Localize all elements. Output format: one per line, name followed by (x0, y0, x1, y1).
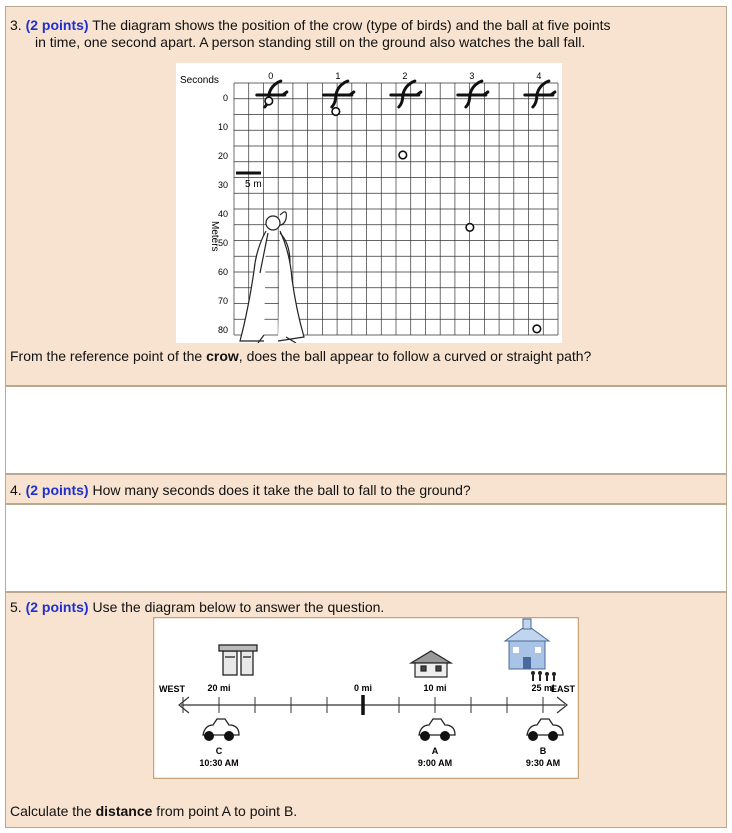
time-label: 4 (536, 71, 542, 81)
ball-marker (265, 97, 273, 105)
q5-panel (5, 592, 727, 828)
number-line-diagram (153, 617, 579, 779)
mile-label: 10 mi (423, 683, 447, 693)
meter-tick-label: 60 (217, 266, 228, 277)
time-label: 0 (268, 71, 274, 81)
q3-question-bold: crow (206, 348, 239, 364)
car-wheel (548, 731, 558, 741)
meter-tick-label: 0 (222, 93, 228, 103)
meter-tick-labels (218, 93, 228, 335)
car-wheel (204, 731, 214, 741)
q5-question-bold: distance (95, 803, 153, 819)
q5-text: Use the diagram below to answer the question. (92, 599, 385, 615)
ball-marker (332, 108, 340, 116)
point-letter: C (215, 746, 223, 756)
scale-label: 5 m (245, 179, 262, 190)
q4-answer-box[interactable] (5, 504, 727, 592)
q5-prompt (10, 599, 720, 616)
seconds-label: Seconds (180, 75, 219, 86)
q3-question-pre: From the reference point of the (10, 348, 207, 364)
west-label: WEST (159, 684, 185, 694)
meter-tick-label: 80 (217, 324, 228, 335)
q3-question-post: , does the ball appear to follow a curved or straight path? (238, 348, 592, 364)
q4-points: (2 points) (25, 482, 89, 498)
ball-marker (466, 224, 474, 232)
point-time: 9:00 AM (417, 758, 453, 768)
point-time: 9:30 AM (525, 758, 561, 768)
east-label: EAST (551, 684, 576, 694)
q5-question-pre: Calculate the (10, 803, 96, 819)
meter-tick-label: 70 (217, 295, 228, 306)
ball-marker (533, 325, 541, 333)
q3-text-line2: in time, one second apart. A person standing still on the ground also watches the ball fall. (35, 34, 586, 50)
q5-question (10, 803, 720, 820)
mile-label: 20 mi (207, 683, 231, 693)
meter-tick-label: 30 (217, 179, 228, 190)
q3-question (10, 348, 720, 365)
point-time: 10:30 AM (199, 758, 239, 768)
q3-number: 3. (10, 17, 22, 33)
mile-label: 25 mi (531, 683, 555, 693)
point-letter: B (539, 746, 547, 756)
car-wheel (440, 731, 450, 741)
car-wheel (528, 731, 538, 741)
q4-text: How many seconds does it take the ball to fall to the ground? (92, 482, 471, 498)
point-letter: A (431, 746, 439, 756)
q3-prompt (10, 17, 720, 51)
q4-panel (5, 474, 727, 504)
q3-text-line1: The diagram shows the position of the crow (type of birds) and the ball at five points (92, 17, 611, 33)
q4-number: 4. (10, 482, 22, 498)
time-label: 3 (469, 71, 475, 81)
q4-prompt (10, 482, 720, 499)
meter-tick-label: 20 (217, 150, 228, 161)
q5-points: (2 points) (25, 599, 89, 615)
meter-tick-label: 40 (217, 208, 228, 219)
meter-tick-label: 50 (217, 237, 228, 248)
q3-answer-box[interactable] (5, 386, 727, 474)
q5-number: 5. (10, 599, 22, 615)
time-label: 2 (402, 71, 408, 81)
q3-points: (2 points) (25, 17, 89, 33)
car-wheel (420, 731, 430, 741)
time-label: 1 (335, 71, 341, 81)
ball-marker (399, 151, 407, 159)
q5-question-post: from point A to point B. (152, 803, 298, 819)
meter-tick-label: 10 (217, 121, 228, 132)
car-wheel (224, 731, 234, 741)
meters-label: Meters (209, 221, 220, 252)
q3-panel (5, 6, 727, 386)
mile-label: 0 mi (353, 683, 373, 693)
crow-ball-diagram (176, 63, 562, 343)
